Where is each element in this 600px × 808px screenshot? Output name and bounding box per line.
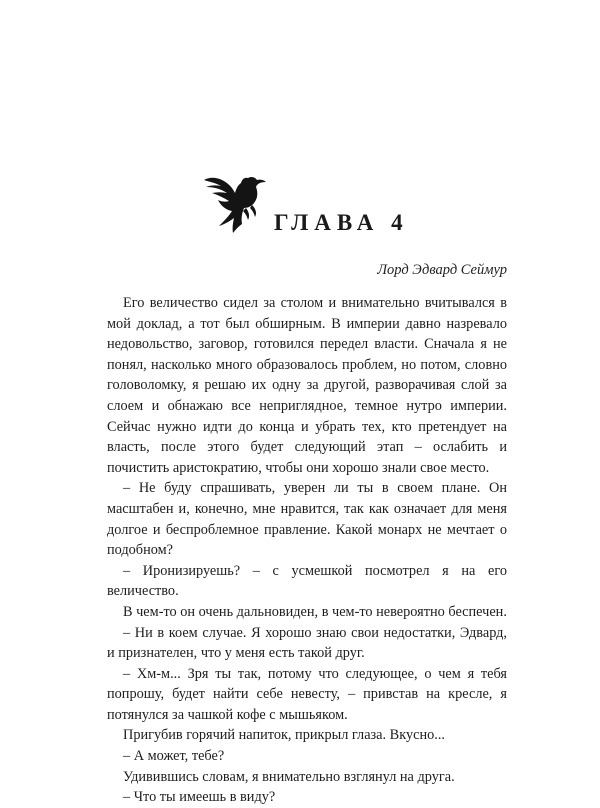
raven-icon [200, 168, 280, 234]
paragraph: – Что ты имеешь в виду? [123, 789, 276, 806]
paragraph: – Иронизируешь? – с усмешкой посмотрел я на его величество. [107, 562, 507, 600]
chapter-heading [200, 168, 530, 238]
paragraph: Удивившись словам, я внимательно взглянул на друга. [123, 768, 455, 785]
paragraph: – Ни в коем случае. Я хорошо знаю свои недостатки, Эдвард, и признателен, что у меня есть такой друг. [107, 624, 507, 662]
paragraph: Его величество сидел за столом и внимательно вчитывался в мой доклад, а тот был обширным. В империи давно назревало недовольство, заговор, готовился передел власти. Сначала я не понял, насколько много образовалось проблем, но потом, словно головоломку, я решаю их одну за другой, разворачивая слой за слоем и обнажаю все неприглядное, темное нутро империи. Сейчас нужно идти до конца и убрать тех, кто претендует на власть, после этого будет следующий этап – ослабить и почистить аристократию, чтобы они хорошо знали свое место. [107, 295, 507, 476]
pov-character-label: Лорд Эдвард Сеймур [377, 262, 507, 278]
paragraph: – Хм-м... Зря ты так, потому что следующее, о чем я тебя попрошу, будет найти себе невесту, – привстав на кресле, я потянулся за чашкой кофе с мышьяком. [107, 665, 507, 723]
chapter-title: ГЛАВА 4 [274, 210, 409, 235]
paragraph: Пригубив горячий напиток, прикрыл глаза. Вкусно... [123, 727, 445, 744]
paragraph: В чем-то он очень дальновиден, в чем-то невероятно беспечен. [123, 603, 507, 620]
paragraph: – А может, тебе? [123, 748, 225, 765]
paragraph: – Не буду спрашивать, уверен ли ты в своем плане. Он масштабен и, конечно, мне нравится, так как означает для меня долгое и беспроблемное правление. Какой монарх не мечтает о подобном? [107, 480, 507, 559]
chapter-body [107, 293, 507, 808]
